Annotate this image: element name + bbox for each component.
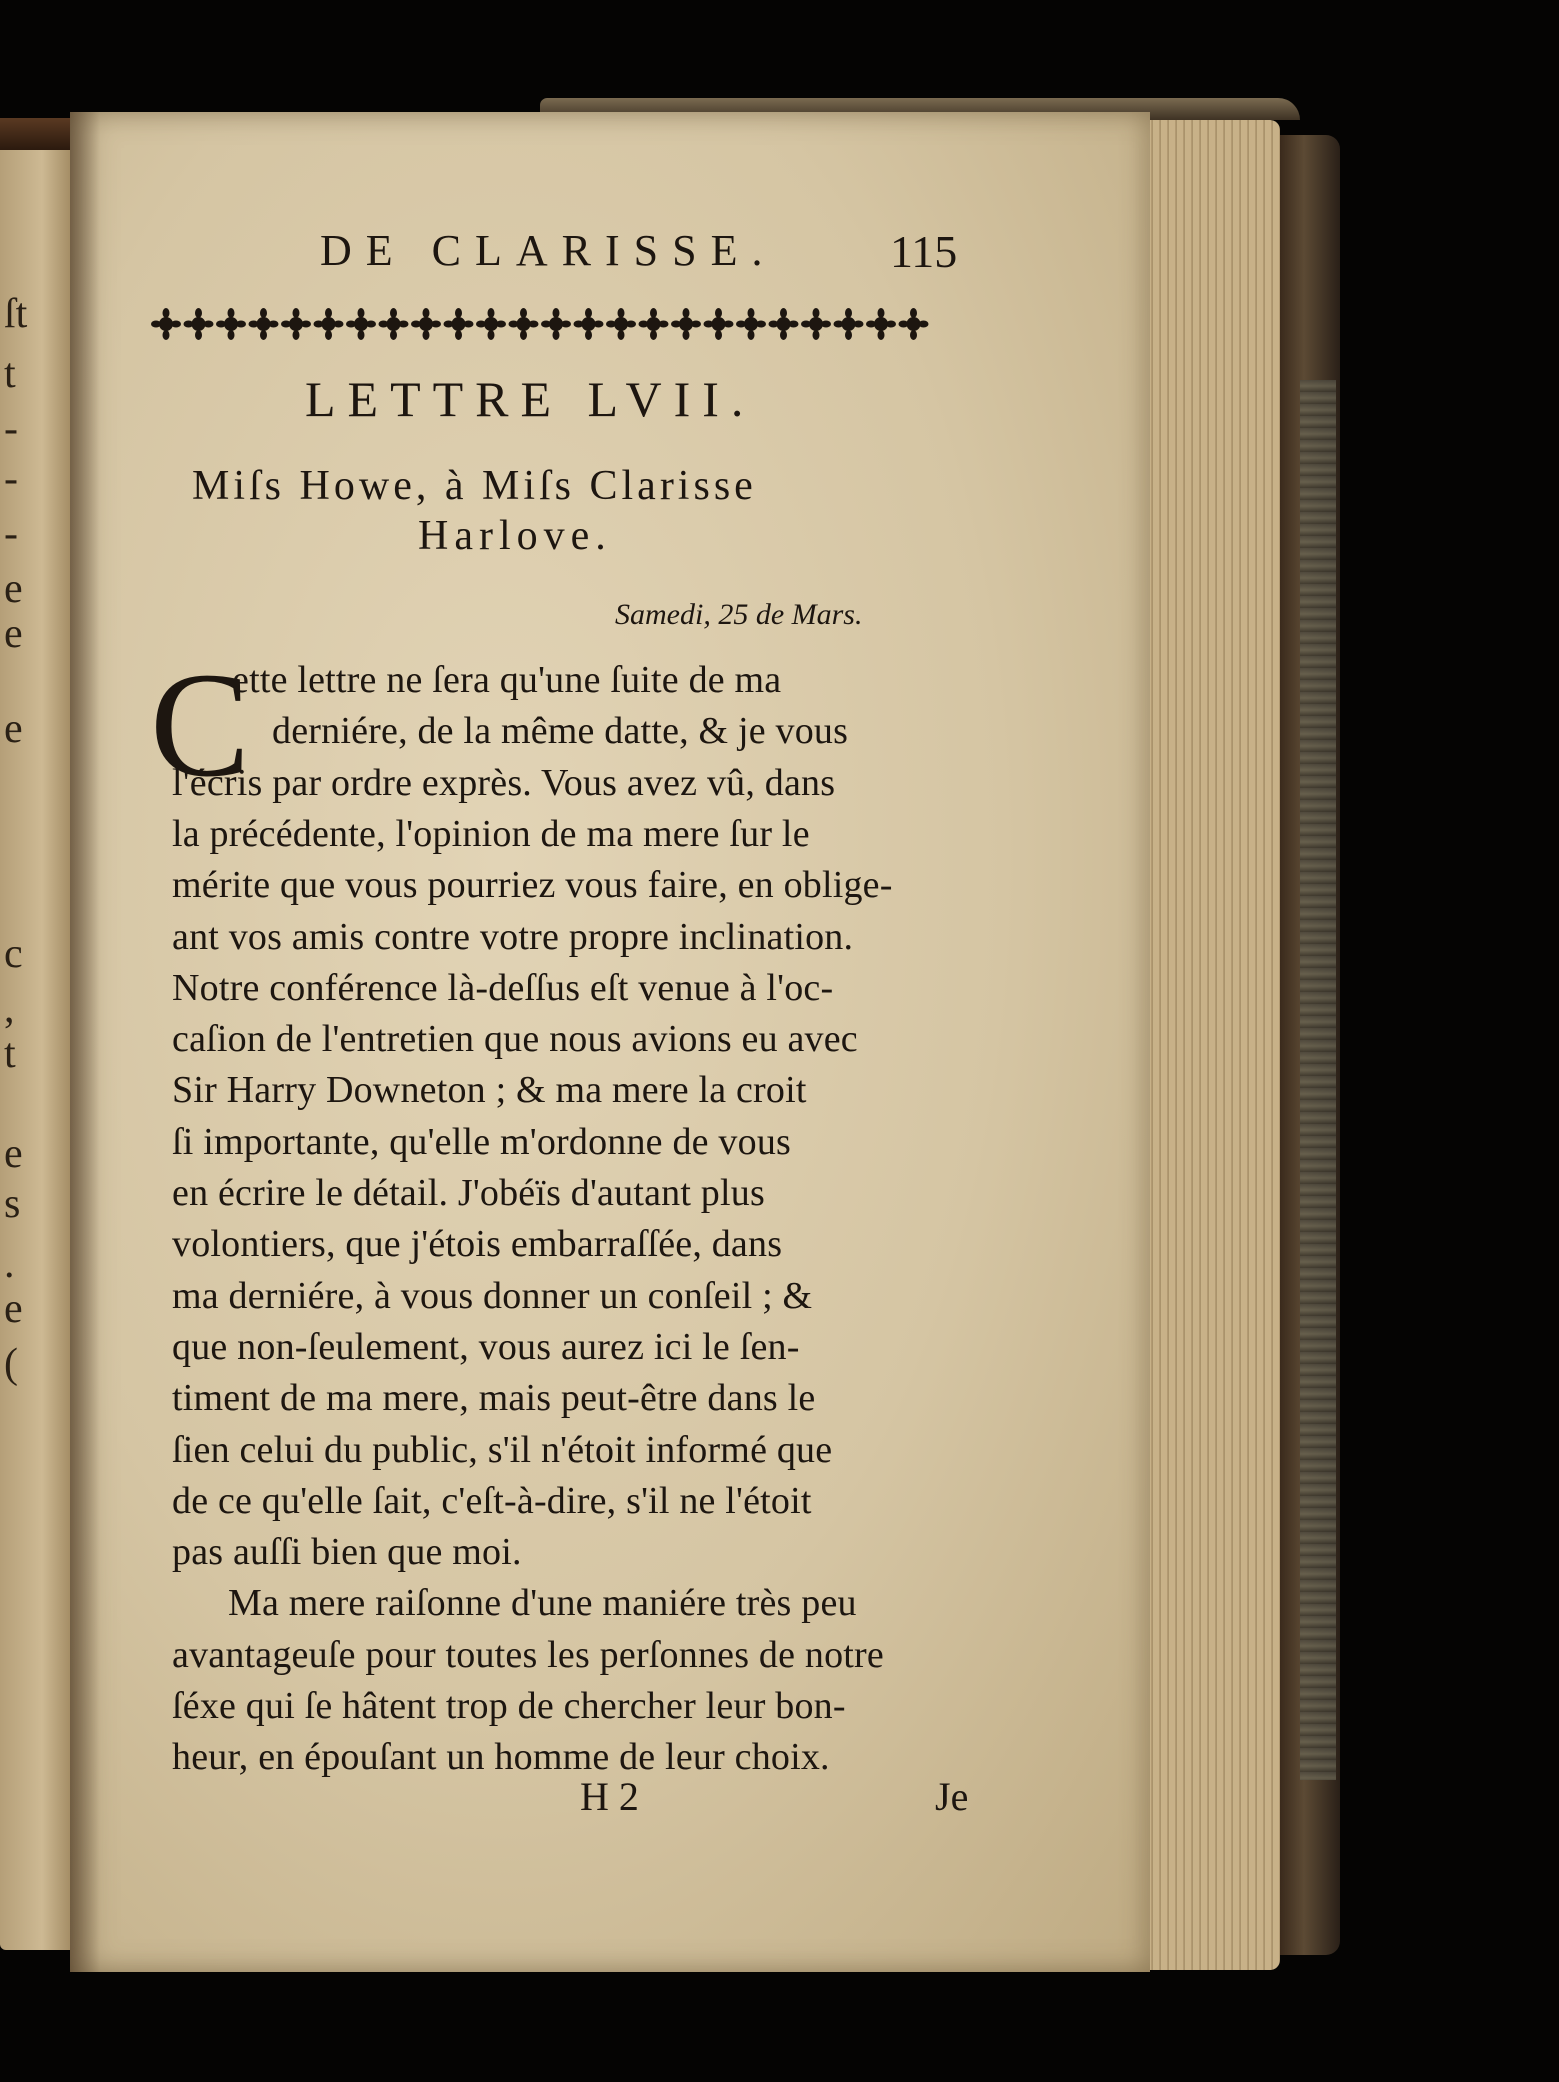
address-line-2: Harlove.: [418, 513, 612, 559]
ornament-flower: [517, 317, 531, 331]
ornament-petal: [748, 330, 755, 340]
ornament-petal: [756, 321, 766, 328]
ornament-petal: [866, 321, 876, 328]
ornament-petal: [293, 308, 300, 318]
ornament-flower: [907, 317, 921, 331]
ornament-petal: [541, 321, 551, 328]
ornament-petal: [886, 321, 896, 328]
ornament-petal: [691, 321, 701, 328]
ornament-petal: [748, 308, 755, 318]
ornament-petal: [476, 321, 486, 328]
ornament-petal: [769, 321, 779, 328]
ornament-petal: [260, 330, 267, 340]
text-line: ant vos amis contre votre propre inclination.: [172, 915, 854, 958]
ornament-petal: [574, 321, 584, 328]
text-line: ſien celui du public, s'il n'étoit informé que: [172, 1428, 833, 1471]
ornament-petal: [455, 308, 462, 318]
dateline: Samedi, 25 de Mars.: [615, 598, 863, 631]
ornament-petal: [236, 321, 246, 328]
text-line: en écrire le détail. J'obéïs d'autant plus: [172, 1172, 765, 1214]
ornament-flower: [809, 317, 823, 331]
text-line: avantageuſe pour toutes les perſonnes de notre: [172, 1633, 884, 1676]
text-line: Notre conférence là-deſſus eſt venue à l'oc-: [172, 966, 834, 1009]
ornament-petal: [845, 308, 852, 318]
ornament-flower: [744, 317, 758, 331]
ornament-petal: [561, 321, 571, 328]
text-line: la précédente, l'opinion de ma mere ſur le: [172, 812, 810, 855]
ornament-petal: [650, 308, 657, 318]
signature-mark: H 2: [580, 1774, 639, 1819]
ornament-flower: [354, 317, 368, 331]
text-line: volontiers, que j'étois embarraſſée, dans: [172, 1223, 783, 1266]
ornament-petal: [910, 330, 917, 340]
ornament-petal: [585, 308, 592, 318]
ornament-petal: [813, 330, 820, 340]
text-line: ma derniére, à vous donner un conſeil ; &: [172, 1274, 813, 1317]
ornament-petal: [704, 321, 714, 328]
left-page-glyph: .: [4, 1241, 15, 1287]
ornament-petal: [228, 308, 235, 318]
ornament-petal: [464, 321, 474, 328]
ornament-petal: [659, 321, 669, 328]
left-page-glyph: -: [4, 511, 18, 557]
text-line: mérite que vous pourriez vous faire, en oblige-: [172, 864, 893, 907]
ornament-petal: [683, 308, 690, 318]
ornament-flower: [159, 317, 173, 331]
ornament-petal: [151, 321, 161, 328]
ornament-flower: [679, 317, 693, 331]
ornament-petal: [845, 330, 852, 340]
ornament-petal: [715, 330, 722, 340]
ornament-petal: [411, 321, 421, 328]
ornament-petal: [618, 308, 625, 318]
ornament-band: [150, 304, 940, 344]
left-page-glyph: e: [4, 1131, 23, 1177]
ornament-petal: [801, 321, 811, 328]
text-line: pas auſſi bien que moi.: [172, 1531, 522, 1574]
ornament-flower: [192, 317, 206, 331]
ornament-petal: [431, 321, 441, 328]
ornament-petal: [488, 308, 495, 318]
ornament-petal: [325, 330, 332, 340]
ornament-petal: [358, 308, 365, 318]
left-page-glyph: (: [4, 1341, 18, 1387]
ornament-petal: [488, 330, 495, 340]
ornament-petal: [228, 330, 235, 340]
ornament-petal: [509, 321, 519, 328]
text-line: Sir Harry Downeton ; & ma mere la croit: [172, 1069, 807, 1112]
ornament-flower: [419, 317, 433, 331]
ornament-petal: [553, 330, 560, 340]
ornament-petal: [715, 308, 722, 318]
ornament-petal: [163, 308, 170, 318]
ornament-petal: [455, 330, 462, 340]
left-page-glyph: ,: [4, 986, 15, 1032]
ornament-flower: [387, 317, 401, 331]
left-page-glyph: e: [4, 611, 23, 657]
left-page-glyph: ſt: [4, 291, 28, 337]
ornament-flower: [224, 317, 238, 331]
ornament-petal: [334, 321, 344, 328]
text-line: derniére, de la même datte, & je vous: [272, 710, 849, 753]
text-line: heur, en épouſant un homme de leur choix.: [172, 1736, 830, 1779]
letter-title: LETTRE LVII.: [305, 371, 756, 427]
ornament-flower: [549, 317, 563, 331]
text-line: ſéxe qui ſe hâtent trop de chercher leur bon-: [172, 1685, 846, 1727]
text-line: ſi importante, qu'elle m'ordonne de vous: [172, 1120, 792, 1163]
ornament-flower: [289, 317, 303, 331]
drop-cap: C: [150, 642, 251, 808]
ornament-flower: [614, 317, 628, 331]
ornament-petal: [423, 308, 430, 318]
page-gutter: [70, 112, 100, 1972]
ornament-petal: [789, 321, 799, 328]
ornament-petal: [366, 321, 376, 328]
text-line: que non-ſeulement, vous aurez ici le ſen-: [172, 1325, 800, 1368]
left-page-glyph: -: [4, 406, 18, 452]
left-page-glyph: -: [4, 456, 18, 502]
ornament-petal: [553, 308, 560, 318]
ornament-petal: [854, 321, 864, 328]
ornament-petal: [585, 330, 592, 340]
ornament-petal: [910, 308, 917, 318]
ornament-flower: [842, 317, 856, 331]
ornament-petal: [594, 321, 604, 328]
ornament-petal: [919, 321, 929, 328]
ornament-petal: [496, 321, 506, 328]
ornament-petal: [520, 308, 527, 318]
ornament-petal: [724, 321, 734, 328]
ornament-petal: [163, 330, 170, 340]
left-page-glyph: t: [4, 351, 16, 397]
ornament-petal: [618, 330, 625, 340]
left-page-glyph: e: [4, 566, 23, 612]
ornament-petal: [184, 321, 194, 328]
ornament-flower: [582, 317, 596, 331]
ornament-petal: [671, 321, 681, 328]
ornament-petal: [529, 321, 539, 328]
ornament-petal: [301, 321, 311, 328]
ornament-petal: [639, 321, 649, 328]
address-line-1: Miſs Howe, à Miſs Clarisse: [192, 463, 757, 509]
left-page-glyph: e: [4, 1286, 23, 1332]
ornament-petal: [780, 330, 787, 340]
ornament-petal: [204, 321, 214, 328]
ornament-petal: [834, 321, 844, 328]
ornament-petal: [399, 321, 409, 328]
ornament-petal: [878, 308, 885, 318]
text-line: l'écris par ordre exprès. Vous avez vû, dans: [172, 761, 836, 804]
ornament-flower: [452, 317, 466, 331]
left-page-glyph: t: [4, 1031, 16, 1077]
ornament-petal: [216, 321, 226, 328]
ornament-petal: [821, 321, 831, 328]
text-line: timent de ma mere, mais peut-être dans le: [172, 1377, 816, 1420]
ornament-flower: [484, 317, 498, 331]
cover-marbling: [1300, 380, 1336, 1780]
ornament-flower: [647, 317, 661, 331]
ornament-petal: [314, 321, 324, 328]
ornament-petal: [626, 321, 636, 328]
ornament-petal: [195, 330, 202, 340]
ornament-petal: [444, 321, 454, 328]
text-line: caſion de l'entretien que nous avions eu avec: [172, 1018, 858, 1061]
ornament-petal: [325, 308, 332, 318]
left-page-glyph: s: [4, 1181, 21, 1227]
ornament-petal: [683, 330, 690, 340]
ornament-petal: [736, 321, 746, 328]
ornament-flower: [874, 317, 888, 331]
text-line: de ce qu'elle ſait, c'eſt-à-dire, s'il ne l'étoit: [172, 1479, 812, 1522]
ornament-petal: [260, 308, 267, 318]
ornament-flower: [777, 317, 791, 331]
text-line: ette lettre ne ſera qu'une ſuite de ma: [232, 659, 782, 701]
ornament-petal: [346, 321, 356, 328]
ornament-petal: [650, 330, 657, 340]
ornament-petal: [423, 330, 430, 340]
ornament-petal: [195, 308, 202, 318]
left-page-glyph: c: [4, 931, 23, 977]
ornament-petal: [281, 321, 291, 328]
ornament-petal: [269, 321, 279, 328]
ornament-petal: [899, 321, 909, 328]
ornament-petal: [390, 308, 397, 318]
ornament-petal: [293, 330, 300, 340]
ornament-petal: [358, 330, 365, 340]
ornament-petal: [606, 321, 616, 328]
ornament-petal: [520, 330, 527, 340]
ornament-flower: [322, 317, 336, 331]
left-page-glyph: e: [4, 706, 23, 752]
running-head: DE CLARISSE.: [320, 226, 777, 275]
page-number: 115: [890, 226, 958, 277]
ornament-petal: [171, 321, 181, 328]
ornament-petal: [249, 321, 259, 328]
ornament-flower: [257, 317, 271, 331]
ornament-petal: [813, 308, 820, 318]
catchword: Je: [935, 1774, 969, 1819]
text-line: Ma mere raiſonne d'une maniére très peu: [228, 1582, 857, 1625]
ornament-flower: [712, 317, 726, 331]
ornament-petal: [390, 330, 397, 340]
ornament-petal: [878, 330, 885, 340]
ornament-petal: [379, 321, 389, 328]
page-edges: [1130, 120, 1280, 1970]
ornament-petal: [780, 308, 787, 318]
